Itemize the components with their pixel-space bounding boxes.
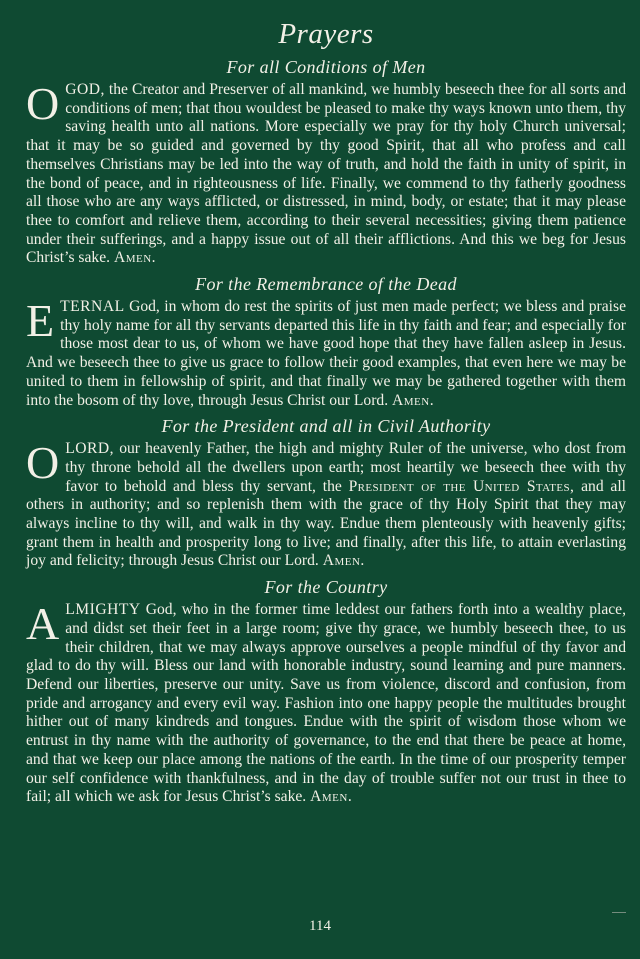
prayer-title-country: For the Country xyxy=(264,577,388,598)
prayer-title-remembrance: For the Remembrance of the Dead xyxy=(195,274,457,295)
lead-word: LMIGHTY xyxy=(65,601,141,619)
prayer-text: and all others in authority; and so replenish them with the grace of thy Holy Spirit that they may always incline to thy will, and walk in thy way. Endue them plenteously with heavenly gifts; grant them in health and prosperity long to live; and finally, after this life, to attain everlasting joy and felicity; through Jesus Christ our Lord. xyxy=(26,477,626,570)
prayer-title-all-conditions: For all Conditions of Men xyxy=(226,57,426,77)
drop-cap: E xyxy=(26,295,55,347)
amen: Amen. xyxy=(310,788,353,806)
lead-word: LORD, xyxy=(65,440,115,458)
amen: Amen. xyxy=(322,552,365,570)
lead-word: TERNAL xyxy=(60,298,125,316)
prayer-text: the Creator and Preserver of all mankind, we humbly beseech thee for all sorts and conditions of men; that thou wouldest be pleased to make thy ways known unto them, thy saving health unto all nations. More especially we pray for thy holy Church universal; that it may be so guided and governed by thy good Spirit, that all who profess and call themselves Christians may be led into the way of truth, and hold the faith in unity of spirit, in the bond of peace, and in righteousness of life. Finally, we commend to thy fatherly goodness all those who are any ways afflicted, or distressed, in mind, body, or estate; that it may please thee to comfort and relieve them, according to their several necessities; giving them patience under their sufferings, and a happy issue out of all their afflictions. And this we beg for Jesus Christ’s sake. xyxy=(26,81,626,267)
prayer-title-civil-authority: For the President and all in Civil Authority xyxy=(161,416,491,437)
prayer-all-conditions xyxy=(26,78,626,268)
drop-cap: A xyxy=(26,598,60,650)
prayer-text: God, in whom do rest the spirits of just men made perfect; we bless and praise thy holy name for all thy servants departed this life in thy faith and fear; and especially for those most dear to us, of whom we have good hope that they have fallen asleep in Jesus. And we beseech thee to give us grace to follow their good examples, that even here we may be united to them in fellowship of spirit, and that finally we may be gathered together with them into the bosom of thy love, through Jesus Christ our Lord. xyxy=(26,298,626,409)
prayer-country xyxy=(26,598,626,807)
amen: Amen. xyxy=(113,249,157,267)
amen: Amen. xyxy=(392,391,435,409)
drop-cap: O xyxy=(26,78,60,129)
prayer-text: God, who in the former time leddest our fathers forth into a wealthy place, and didst set their feet in a large room; give thy grace, we humbly beseech thee, to us their children, that we may always approve ourselves a people mindful of thy favor and glad to do thy will. Bless our land with honorable industry, sound learning and pure manners. Defend our liberties, preserve our unity. Save us from violence, discord and confusion, from pride and arrogancy and every evil way. Fashion into one happy people the multitudes brought hither out of many kindreds and tongues. Endue with the spirit of wisdom those whom we entrust in thy name with the authority of governance, to the end that there be peace at home, and that we keep our place among the nations of the earth. In the time of our prosperity temper our self confidence with thankfulness, and in the day of trouble suffer not our trust in thee to fail; all which we ask for Jesus Christ’s sake. xyxy=(26,601,626,806)
prayer-civil-authority xyxy=(26,437,626,571)
page-edge-mark xyxy=(612,912,626,913)
page-title: Prayers xyxy=(278,18,374,50)
page-number: 114 xyxy=(309,918,331,934)
prayer-text: our heavenly Father, the high and mighty Ruler of the universe, who dost from thy throne behold all the dwellers upon earth; most heartily we beseech thee with thy favor to behold and bless thy servant, the xyxy=(65,440,626,495)
lead-word: GOD, xyxy=(65,81,105,98)
president-smallcaps: President of the United States, xyxy=(348,477,575,495)
drop-cap: O xyxy=(26,437,60,489)
prayer-remembrance xyxy=(26,295,626,410)
